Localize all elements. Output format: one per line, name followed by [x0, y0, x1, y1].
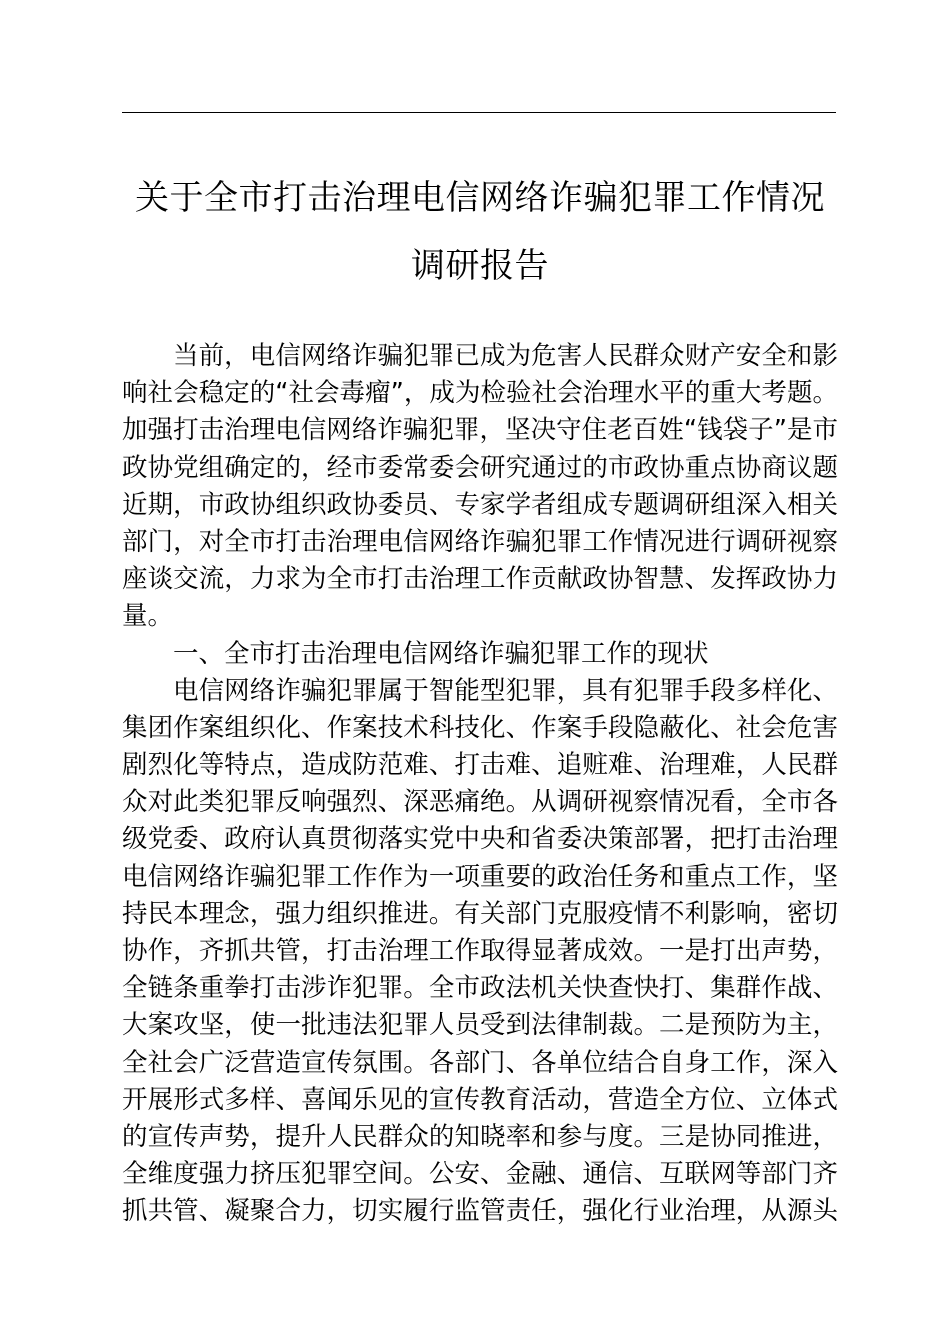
document-body: [122, 338, 838, 1231]
body-line: 大案攻坚，使一批违法犯罪人员受到法律制裁。二是预防为主，: [122, 1010, 838, 1041]
body-line: 当前，电信网络诈骗犯罪已成为危害人民群众财产安全和影: [173, 341, 838, 371]
document-title-line-2: 调研报告: [411, 246, 549, 286]
body-line: 的宣传声势，提升人民群众的知晓率和参与度。三是协同推进，: [122, 1121, 838, 1152]
body-line: 全社会广泛营造宣传氛围。各部门、各单位结合自身工作，深入: [122, 1047, 838, 1078]
body-line: 加强打击治理电信网络诈骗犯罪，坚决守住老百姓“钱袋子”是市: [122, 415, 838, 446]
body-line: 抓共管、凝聚合力，切实履行监管责任，强化行业治理，从源头: [122, 1196, 838, 1227]
body-line: 全维度强力挤压犯罪空间。公安、金融、通信、互联网等部门齐: [122, 1159, 838, 1190]
body-line: 协作，齐抓共管，打击治理工作取得显著成效。一是打出声势，: [122, 936, 838, 966]
body-line: 剧烈化等特点，造成防范难、打击难、追赃难、治理难，人民群: [122, 750, 838, 781]
body-line: 电信网络诈骗犯罪工作作为一项重要的政治任务和重点工作，坚: [122, 861, 838, 892]
body-line: 电信网络诈骗犯罪属于智能型犯罪，具有犯罪手段多样化、: [173, 675, 838, 706]
document-title-line-1: 关于全市打击治理电信网络诈骗犯罪工作情况: [135, 178, 825, 218]
body-line: 持民本理念，强力组织推进。有关部门克服疫情不利影响，密切: [122, 898, 838, 929]
body-line: 近期，市政协组织政协委员、专家学者组成专题调研组深入相关: [122, 489, 838, 520]
body-line: 级党委、政府认真贯彻落实党中央和省委决策部署，把打击治理: [122, 824, 838, 855]
header-rule: [122, 112, 836, 113]
body-line: 部门，对全市打击治理电信网络诈骗犯罪工作情况进行调研视察: [122, 526, 838, 557]
body-line: 响社会稳定的“社会毒瘤”，成为检验社会治理水平的重大考题。: [122, 378, 838, 409]
body-line: 政协党组确定的，经市委常委会研究通过的市政协重点协商议题: [122, 452, 838, 483]
body-line: 众对此类犯罪反响强烈、深恶痛绝。从调研视察情况看，全市各: [122, 787, 838, 818]
body-line: 集团作案组织化、作案技术科技化、作案手段隐蔽化、社会危害: [122, 712, 838, 743]
body-line: 量。: [122, 601, 174, 632]
body-line: 开展形式多样、喜闻乐见的宣传教育活动，营造全方位、立体式: [122, 1084, 838, 1115]
body-line: 全链条重拳打击涉诈犯罪。全市政法机关快查快打、集群作战、: [122, 973, 838, 1004]
section-heading: 一、全市打击治理电信网络诈骗犯罪工作的现状: [173, 638, 709, 669]
body-line: 座谈交流，力求为全市打击治理工作贡献政协智慧、发挥政协力: [122, 564, 838, 595]
